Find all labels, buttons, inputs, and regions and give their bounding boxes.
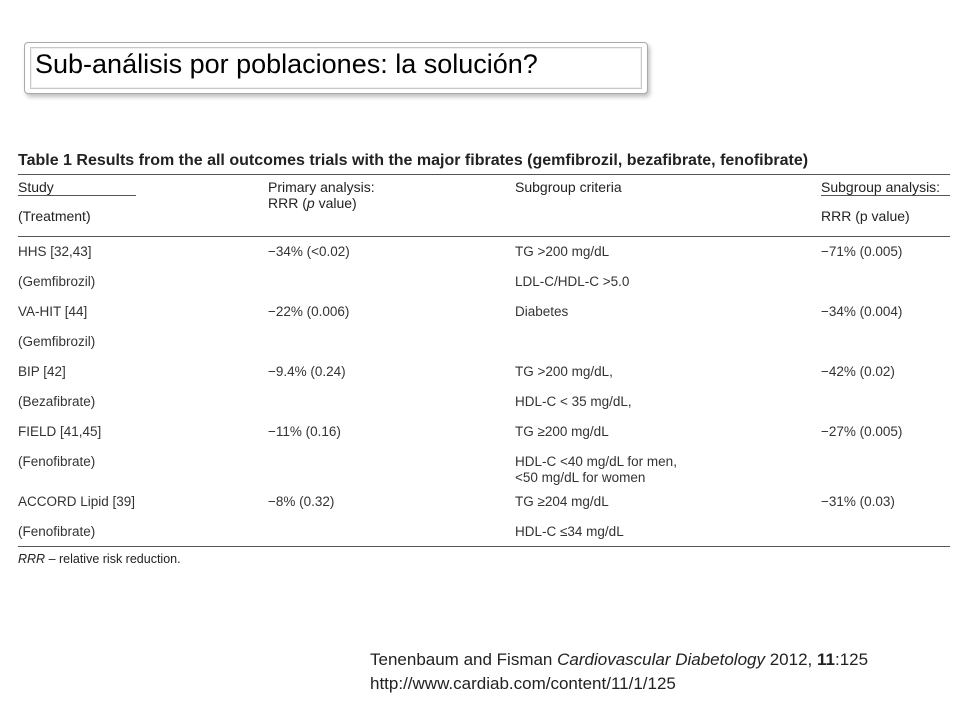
table-row [18,297,950,327]
table-row [18,327,950,357]
cell-subgroup: −42% (0.02) [821,363,895,379]
citation [370,648,868,696]
cell-primary [268,267,515,297]
cell-primary [268,517,515,547]
header-study: Study [18,179,136,196]
cell-study: (Gemfibrozil) [18,333,96,349]
cell-criteria-line2: <50 mg/dL for women [515,469,646,485]
cell-subgroup [821,327,950,357]
cell-study: (Bezafibrate) [18,393,96,409]
cell-criteria [515,447,821,487]
cell-primary: −11% (0.16) [268,423,341,439]
results-table-container [18,150,950,566]
slide-title-box [24,42,648,94]
cell-study: ACCORD Lipid [39] [18,493,136,509]
cell-study: FIELD [41,45] [18,423,102,439]
cell-primary: −22% (0.006) [268,303,350,319]
table-caption: Table 1 Results from the all outcomes trials with the major fibrates (gemfibrozil, bezafibrate, fenofibrate) [18,152,809,169]
table-row [18,447,950,487]
header-subgroup-criteria: Subgroup criteria [515,179,622,195]
table-header-row-1 [18,175,950,203]
cell-primary [268,327,515,357]
cell-criteria: TG ≥204 mg/dL [515,493,609,509]
cell-subgroup: −34% (0.004) [821,303,903,319]
header-subgroup-analysis-line2: RRR (p value) [821,208,910,224]
cell-study: HHS [32,43] [18,244,92,259]
table-row [18,357,950,387]
cell-primary: −34% (<0.02) [268,244,350,259]
cell-study: (Fenofibrate) [18,453,96,469]
citation-year: 2012, [765,650,817,669]
header-primary-line2: RRR (p value) [268,195,357,211]
cell-criteria: TG >200 mg/dL [515,244,610,259]
slide-title: Sub-análisis por poblaciones: la solución? [35,49,538,79]
results-table [18,175,950,547]
citation-volume: 11 [817,650,835,669]
cell-subgroup: −71% (0.005) [821,244,903,259]
cell-subgroup [821,267,950,297]
citation-reference [370,648,868,672]
cell-primary [268,387,515,417]
table-row [18,487,950,517]
cell-criteria: TG >200 mg/dL, [515,363,613,379]
cell-study: (Gemfibrozil) [18,273,96,289]
table-row [18,387,950,417]
cell-subgroup: −31% (0.03) [821,493,895,509]
cell-subgroup [821,387,950,417]
table-row [18,267,950,297]
cell-primary [268,447,515,487]
cell-criteria: LDL-C/HDL-C >5.0 [515,273,630,289]
table-row [18,517,950,547]
table-footnote [18,552,950,566]
header-subgroup-analysis-line1: Subgroup analysis: [821,179,950,196]
cell-criteria: HDL-C < 35 mg/dL, [515,393,632,409]
cell-subgroup [821,517,950,547]
cell-subgroup [821,447,950,487]
cell-study: BIP [42] [18,363,66,379]
cell-criteria-line1: HDL-C <40 mg/dL for men, [515,453,677,469]
table-row [18,417,950,447]
cell-primary: −8% (0.32) [268,493,335,509]
citation-journal: Cardiovascular Diabetology [557,650,765,669]
cell-criteria: TG ≥200 mg/dL [515,423,609,439]
header-primary-line1: Primary analysis: [268,179,375,195]
cell-study: (Fenofibrate) [18,523,96,539]
header-treatment: (Treatment) [18,208,91,224]
citation-pages: :125 [834,650,869,669]
cell-subgroup: −27% (0.005) [821,423,903,439]
citation-url[interactable]: http://www.cardiab.com/content/11/1/125 [370,674,676,693]
citation-authors: Tenenbaum and Fisman [370,650,558,669]
footnote-abbr: RRR [18,552,46,566]
cell-criteria: Diabetes [515,303,569,319]
cell-criteria [515,327,821,357]
footnote-text: – relative risk reduction. [45,552,181,566]
cell-primary: −9.4% (0.24) [268,363,346,379]
cell-criteria: HDL-C ≤34 mg/dL [515,523,624,539]
cell-study: VA-HIT [44] [18,303,88,319]
table-row [18,237,950,267]
